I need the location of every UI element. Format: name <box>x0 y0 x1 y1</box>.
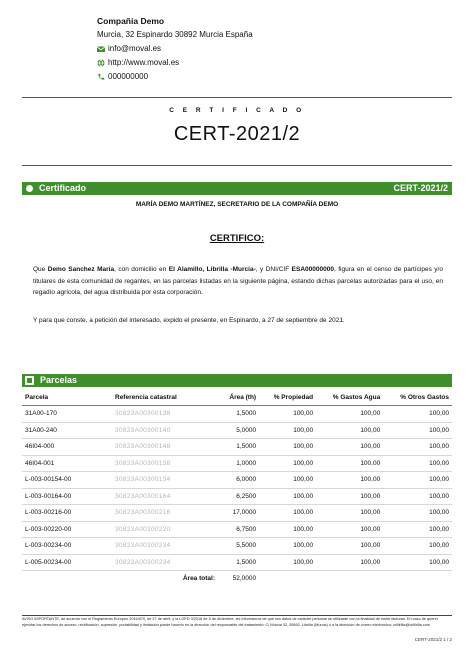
cell-parcela: L-003-00154-00 <box>22 472 112 489</box>
cell-area: 1,5000 <box>218 439 259 456</box>
col-area: Área (th) <box>218 390 259 406</box>
cell-referencia: 30823A00300164 <box>112 488 218 505</box>
globe-icon <box>97 59 105 67</box>
cell-referencia: 30823A00300148 <box>112 439 218 456</box>
signer-line: MARÍA DEMO MARTÍNEZ, SECRETARIO DE LA COMPAÑÍA DEMO <box>135 201 339 208</box>
cell-parcela: L-003-00164-00 <box>22 488 112 505</box>
table-row <box>22 406 452 423</box>
parcels-table <box>22 390 452 587</box>
table-row <box>22 422 452 439</box>
cell-gastos-agua: 100,00 <box>316 406 383 423</box>
total-label: Área total: <box>182 575 215 583</box>
company-address: Murcia, 32 Espinardo 30892 Murcia España <box>97 30 253 39</box>
cell-gastos-agua: 100,00 <box>316 472 383 489</box>
table-row <box>22 538 452 555</box>
cell-area: 6,2500 <box>218 488 259 505</box>
company-web-row <box>97 56 253 70</box>
cell-propiedad: 100,00 <box>259 472 316 489</box>
cell-referencia: 30823A00300216 <box>112 505 218 522</box>
cell-propiedad: 100,00 <box>259 554 316 571</box>
table-row <box>22 554 452 571</box>
circle-icon <box>26 185 33 192</box>
cell-parcela: 31A00-240 <box>22 422 112 439</box>
holder-address: El Alamillo, Librilla -Murcia- <box>168 266 256 273</box>
cell-otros-gastos: 100,00 <box>383 455 452 472</box>
grid-icon <box>25 376 34 385</box>
cell-otros-gastos: 100,00 <box>383 472 452 489</box>
table-row <box>22 455 452 472</box>
footer-rule <box>22 615 452 616</box>
cell-parcela: 46I04-000 <box>22 439 112 456</box>
cell-otros-gastos: 100,00 <box>383 406 452 423</box>
cell-otros-gastos: 100,00 <box>383 554 452 571</box>
company-block <box>97 14 253 84</box>
section-title-certificado: Certificado <box>39 183 87 193</box>
certificate-label: C E R T I F I C A D O <box>169 107 305 114</box>
paragraph-text: Que <box>33 266 48 273</box>
holder-name: Demo Sanchez María <box>47 266 115 273</box>
col-referencia: Referencia catastral <box>112 390 218 406</box>
cell-propiedad: 100,00 <box>259 406 316 423</box>
section-bar-parcelas <box>22 374 452 387</box>
holder-id: ESA00000000 <box>291 266 334 273</box>
page-number: CERT-2021/2 1 / 2 <box>414 637 452 642</box>
col-propiedad: % Propiedad <box>259 390 316 406</box>
paragraph-text: , figura en el censo de partícipes y/o titulares de esta comunidad de regantes, en las parcelas listadas en la siguiente página, estando dichas parcelas autorizadas para el uso, en regadío agrícola, del agua distribuida por esta corporación. <box>33 266 443 296</box>
cell-gastos-agua: 100,00 <box>316 505 383 522</box>
company-web[interactable]: http://www.moval.es <box>108 58 180 67</box>
table-row <box>22 472 452 489</box>
cell-referencia: 30823A00300140 <box>112 422 218 439</box>
cell-gastos-agua: 100,00 <box>316 439 383 456</box>
cell-propiedad: 100,00 <box>259 521 316 538</box>
cell-gastos-agua: 100,00 <box>316 538 383 555</box>
company-phone-row <box>97 70 253 84</box>
cell-parcela: L-003-00216-00 <box>22 505 112 522</box>
total-spacer <box>259 571 316 587</box>
cell-referencia: 30823A00300234 <box>112 538 218 555</box>
table-row <box>22 521 452 538</box>
cell-gastos-agua: 100,00 <box>316 488 383 505</box>
table-header-row <box>22 390 452 406</box>
cell-referencia: 30823A00300154 <box>112 472 218 489</box>
table-row <box>22 439 452 456</box>
cell-area: 6,7500 <box>218 521 259 538</box>
cell-area: 1,5000 <box>218 554 259 571</box>
cell-area: 5,5000 <box>218 538 259 555</box>
paragraph-text: , con domicilio en <box>114 266 169 273</box>
phone-icon <box>97 73 105 81</box>
section-number: CERT-2021/2 <box>393 183 448 193</box>
cell-otros-gastos: 100,00 <box>383 422 452 439</box>
cell-propiedad: 100,00 <box>259 538 316 555</box>
section-bar-certificado <box>22 182 452 195</box>
total-spacer <box>383 571 452 587</box>
table-total-row <box>22 571 452 587</box>
cell-area: 17,0000 <box>218 505 259 522</box>
cell-parcela: 31A00-170 <box>22 406 112 423</box>
cell-otros-gastos: 100,00 <box>383 538 452 555</box>
company-email[interactable]: info@moval.es <box>108 44 162 53</box>
cell-otros-gastos: 100,00 <box>383 505 452 522</box>
certificate-number: CERT-2021/2 <box>173 123 301 145</box>
certificate-header <box>22 97 452 165</box>
col-otros-gastos: % Otros Gastos <box>383 390 452 406</box>
certification-paragraph <box>33 264 443 299</box>
cell-parcela: 46I04-001 <box>22 455 112 472</box>
section-title-parcelas: Parcelas <box>40 375 78 385</box>
company-name: Compañía Demo <box>97 16 165 26</box>
certifico-heading: CERTIFICO: <box>209 233 265 244</box>
certificate-bottom-rule <box>22 165 452 166</box>
company-email-row <box>97 42 253 56</box>
company-phone: 000000000 <box>108 72 149 81</box>
cell-parcela: L-003-00234-00 <box>22 538 112 555</box>
col-parcela: Parcela <box>22 390 112 406</box>
cell-gastos-agua: 100,00 <box>316 554 383 571</box>
table-row <box>22 505 452 522</box>
privacy-notice: AVISO IMPORTANTE: de acuerdo con el Reglamento Europeo 2016/679, de 27 de abril, y la LOPD 3/2018 de 5 de diciembre, les informamos de que sus datos de carácter personal se utilizarán con la finalidad de emitir facturas. En caso de querer ejercitar los derechos de acceso, rectificación, supresión, portabilidad y limitación puede hacerlo en la dirección del responsable del tratamiento: C/ Murcia 32, 30892, Librilla (Murcia) o a la dirección de correo electrónico: crillirilla@crillirilla.com <box>22 617 438 627</box>
cell-referencia: 30823A00300220 <box>112 521 218 538</box>
cell-propiedad: 100,00 <box>259 488 316 505</box>
cell-propiedad: 100,00 <box>259 505 316 522</box>
table-row <box>22 488 452 505</box>
paragraph-text: , y DNI/CIF <box>255 266 292 273</box>
cell-referencia: 30823A00300158 <box>112 455 218 472</box>
cell-otros-gastos: 100,00 <box>383 521 452 538</box>
cell-gastos-agua: 100,00 <box>316 521 383 538</box>
cell-propiedad: 100,00 <box>259 439 316 456</box>
cell-parcela: L-003-00220-00 <box>22 521 112 538</box>
cell-parcela: L-005-00234-00 <box>22 554 112 571</box>
envelope-icon <box>97 45 105 53</box>
cell-area: 1,5000 <box>218 406 259 423</box>
cell-otros-gastos: 100,00 <box>383 439 452 456</box>
cell-referencia: 30823A00300234 <box>112 554 218 571</box>
cell-area: 5,0000 <box>218 422 259 439</box>
cell-referencia: 30823A00300138 <box>112 406 218 423</box>
cell-area: 6,0000 <box>218 472 259 489</box>
cell-gastos-agua: 100,00 <box>316 455 383 472</box>
total-spacer <box>22 571 112 587</box>
cell-otros-gastos: 100,00 <box>383 488 452 505</box>
cell-propiedad: 100,00 <box>259 422 316 439</box>
cell-area: 1,0000 <box>218 455 259 472</box>
closing-paragraph: Y para que conste, a petición del interesado, expido el presente, en Espinardo, a 27 de septiembre de 2021. <box>33 317 345 324</box>
total-spacer <box>316 571 383 587</box>
total-value: 52,0000 <box>232 575 257 583</box>
cell-propiedad: 100,00 <box>259 455 316 472</box>
col-gastos-agua: % Gastos Agua <box>316 390 383 406</box>
cell-gastos-agua: 100,00 <box>316 422 383 439</box>
